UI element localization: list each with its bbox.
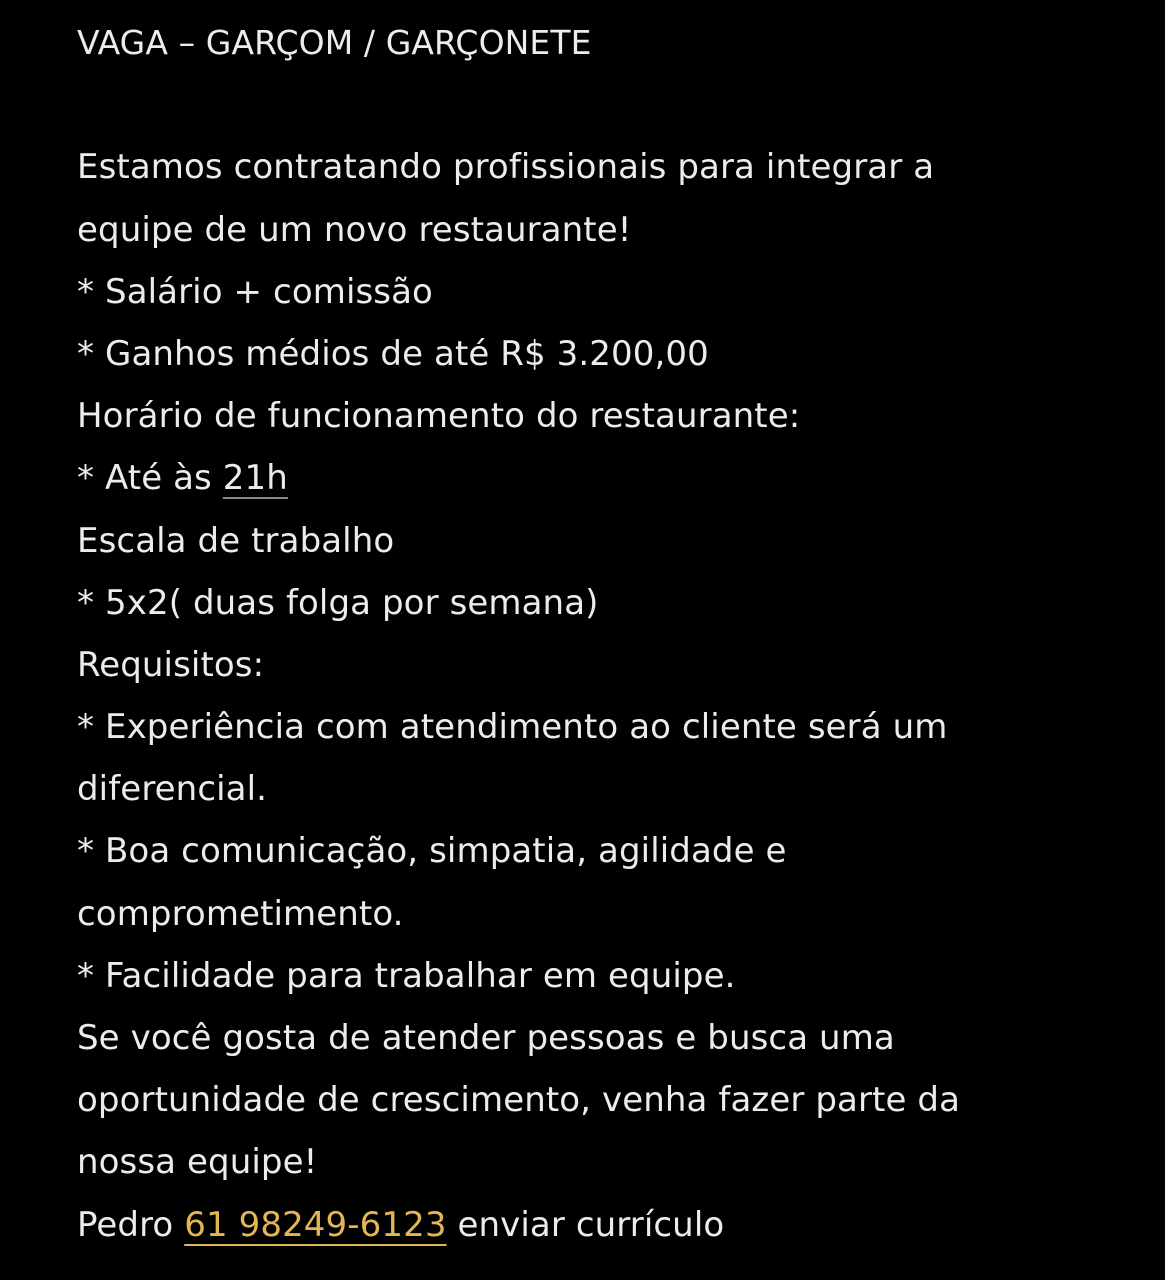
schedule-heading: Escala de trabalho (77, 520, 395, 561)
intro-line-2: equipe de um novo restaurante! (77, 209, 632, 250)
contact-line (77, 1194, 1127, 1256)
note-title: VAGA – GARÇOM / GARÇONETE (77, 23, 592, 62)
benefit-salary: * Salário + comissão (77, 271, 433, 312)
hours-time-detected[interactable]: 21h (222, 458, 288, 499)
requirement-communication-line-2: comprometimento. (77, 893, 404, 934)
requirement-communication-line-1: * Boa comunicação, simpatia, agilidade e (77, 831, 787, 872)
intro-line-1: Estamos contratando profissionais para integrar a (77, 147, 935, 188)
closing-line-1: Se você gosta de atender pessoas e busca uma (77, 1018, 895, 1058)
requirements-heading: Requisitos: (77, 644, 265, 685)
contact-instruction: enviar currículo (446, 1204, 725, 1245)
schedule-item: * 5x2( duas folga por semana) (77, 582, 599, 623)
requirement-teamwork: * Facilidade para trabalhar em equipe. (77, 955, 736, 996)
note-body[interactable] (77, 12, 1127, 1256)
hours-prefix: * Até às (77, 458, 223, 499)
closing-line-2: oportunidade de crescimento, venha fazer parte da (77, 1080, 961, 1121)
closing-line-3: nossa equipe! (77, 1142, 318, 1183)
contact-name: Pedro (77, 1204, 185, 1245)
requirement-experience-line-2: diferencial. (77, 769, 268, 810)
blank-line (77, 74, 1127, 136)
hours-heading: Horário de funcionamento do restaurante: (77, 396, 801, 437)
benefit-earnings: * Ganhos médios de até R$ 3.200,00 (77, 333, 709, 374)
hours-item (77, 447, 1127, 509)
phone-link[interactable]: 61 98249-6123 (184, 1204, 447, 1245)
requirement-experience-line-1: * Experiência com atendimento ao cliente será um (77, 707, 948, 748)
